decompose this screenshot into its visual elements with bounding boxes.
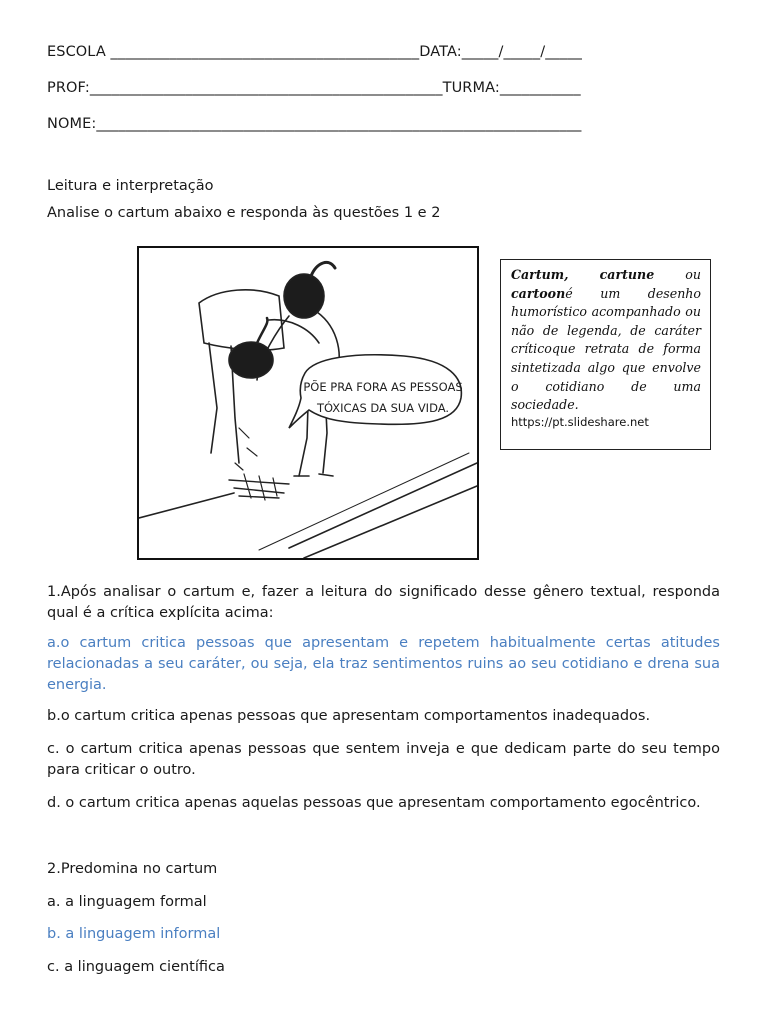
definition-body: é um desenho humorístico acompanhado ou não de legenda, de caráter críticoque retrata de forma sintetizada algo que envolve o cotidiano de uma sociedade. <box>511 285 701 413</box>
definition-box <box>500 259 711 450</box>
definition-term-cartum: Cartum, <box>511 267 569 282</box>
question-2-option-a: a. a linguagem formal <box>47 894 207 910</box>
question-1-option-a: a.o cartum critica pessoas que apresentam e repetem habitualmente certas atitudes relacionadas a seu caráter, ou seja, ela traz sentimentos ruins ao seu cotidiano e drena sua energia. <box>47 635 720 693</box>
definition-text <box>511 266 701 415</box>
definition-term-cartoon: cartoon <box>511 285 566 301</box>
student-name-line: NOME:__________________________________________________________________ <box>47 116 582 132</box>
section-title: Leitura e interpretação <box>47 178 214 194</box>
cartoon-image <box>137 246 479 560</box>
question-1-option-b: b.o cartum critica apenas pessoas que apresentam comportamentos inadequados. <box>47 708 651 724</box>
question-1-option-d: d. o cartum critica apenas aquelas pessoas que apresentam comportamento egocêntrico. <box>47 795 701 811</box>
question-2-option-b: b. a linguagem informal <box>47 926 221 942</box>
definition-term-cartune: cartune <box>599 267 655 282</box>
definition-source: https://pt.slideshare.net <box>511 414 649 429</box>
question-2-prompt: 2.Predomina no cartum <box>47 861 218 877</box>
definition-connector: ou <box>654 267 701 282</box>
speech-line-2: TÓXICAS DA SUA VIDA. <box>316 401 450 415</box>
question-2-option-c: c. a linguagem científica <box>47 959 225 975</box>
cartoon-drawing <box>139 248 477 558</box>
speech-line-1: PÕE PRA FORA AS PESSOAS <box>303 380 463 394</box>
teacher-class-line: PROF:________________________________________________TURMA:___________ <box>47 80 581 96</box>
school-date-line: ESCOLA __________________________________________DATA:_____/_____/_____ <box>47 44 582 60</box>
question-1-option-c: c. o cartum critica apenas pessoas que sentem inveja e que dedicam parte do seu tempo para criticar o outro. <box>47 741 720 778</box>
question-1-prompt: 1.Após analisar o cartum e, fazer a leitura do significado desse gênero textual, responda qual é a crítica explícita acima: <box>47 584 720 621</box>
instruction: Analise o cartum abaixo e responda às questões 1 e 2 <box>47 205 441 221</box>
